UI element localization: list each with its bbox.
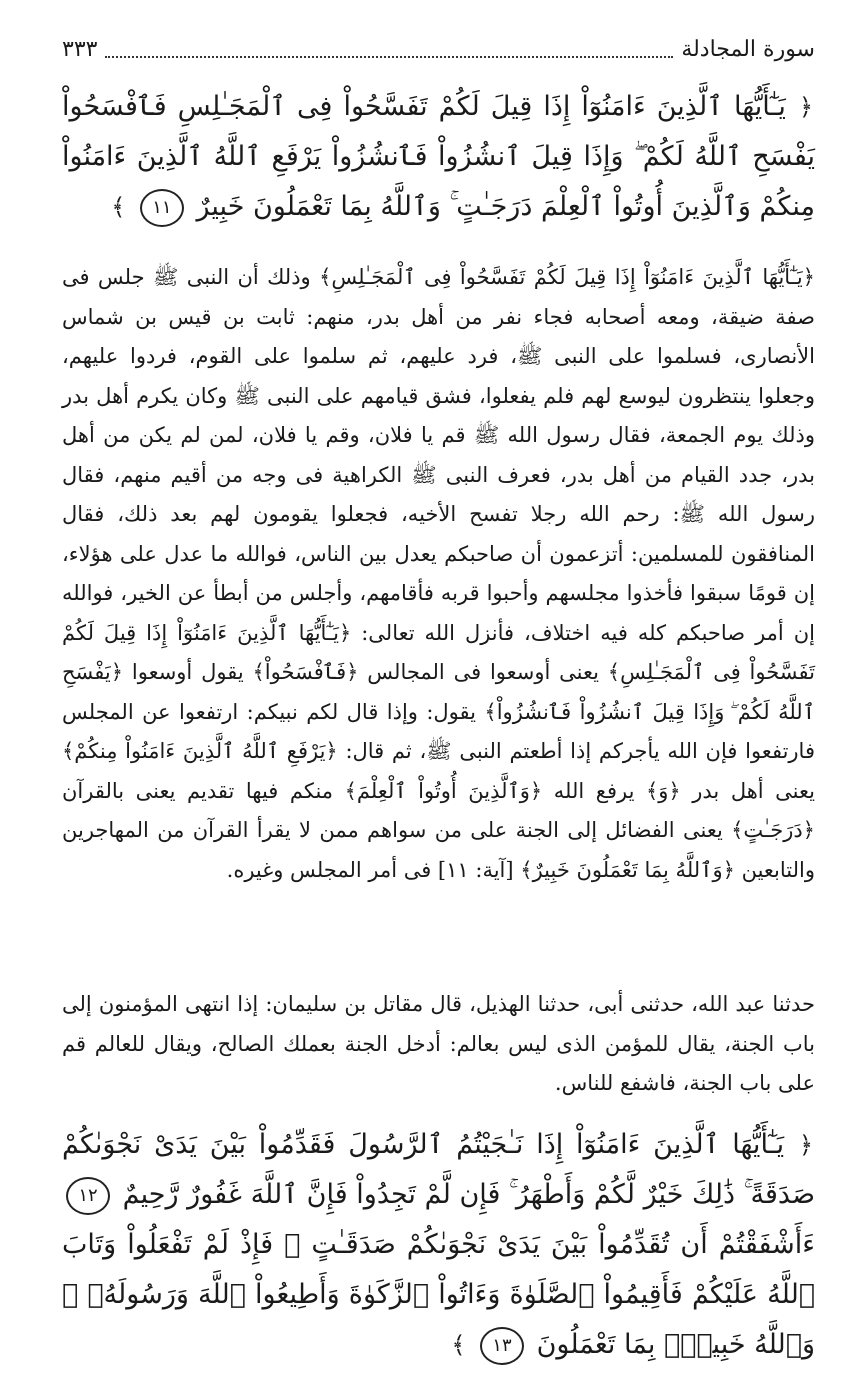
ayah-number-marker: ١١	[140, 189, 184, 227]
ayah-number-marker: ١٢	[66, 1177, 110, 1215]
tafsir-paragraph-2: حدثنا عبد الله، حدثنى أبى، حدثنا الهذيل، قال مقاتل بن سليمان: إذا انتهى المؤمنون إلى باب الجنة، يقال للمؤمن الذى ليس بعالم: أدخل الجنة بعملك الصالح، ويقال للعالم قم على باب الجنة، فاشفع للناس.	[62, 992, 815, 1095]
header-dotted-leader	[105, 56, 673, 58]
verse-open-bracket: ﴿	[798, 93, 813, 121]
verse-open-bracket: ﴿	[798, 1131, 814, 1159]
page-header	[62, 30, 815, 64]
quran-verse-12-13	[62, 1120, 815, 1370]
verse-close-bracket: ﴾	[451, 1331, 466, 1359]
ayah-number-marker: ١٣	[480, 1327, 524, 1365]
book-page	[62, 30, 815, 1360]
verse-12-text: يَـٰٓأَيُّهَا ٱلَّذِينَ ءَامَنُوٓاْ إِذَا نَـٰجَيْتُمُ ٱلرَّسُولَ فَقَدِّمُواْ بَيْنَ يَدَىْ نَجْوَىٰكُمْ صَدَقَةً ۚ ذَٰلِكَ خَيْرٌ لَّكُمْ وَأَطْهَرُ ۚ فَإِن لَّمْ تَجِدُواْ فَإِنَّ ٱللَّهَ غَفُورٌ رَّحِيمٌ	[62, 1129, 815, 1210]
verse-11-text: يَـٰٓأَيُّهَا ٱلَّذِينَ ءَامَنُوٓاْ إِذَا قِيلَ لَكُمْ تَفَسَّحُواْ فِى ٱلْمَجَـٰلِسِ فَٱفْسَحُواْ يَفْسَحِ ٱللَّهُ لَكُمْ ۖ وَإِذَا قِيلَ ٱنشُزُواْ فَٱنشُزُواْ يَرْفَعِ ٱللَّهُ ٱلَّذِينَ ءَامَنُواْ مِنكُمْ وَٱلَّذِينَ أُوتُواْ ٱلْعِلْمَ دَرَجَـٰتٍ ۚ وَٱللَّهُ بِمَا تَعْمَلُونَ خَبِيرٌ	[62, 91, 815, 222]
tafsir-paragraph-1: ﴿يَـٰٓأَيُّهَا ٱلَّذِينَ ءَامَنُوٓاْ إِذَا قِيلَ لَكُمْ تَفَسَّحُواْ فِى ٱلْمَجَـٰلِسِ﴾ وذلك أن النبى ﷺ جلس فى صفة ضيقة، ومعه أصحابه فجاء نفر من أهل بدر، منهم: ثابت بن قيس بن شماس الأنصارى، فسلموا على النبى ﷺ، فرد عليهم، ثم سلموا على القوم، فردوا عليهم، وجعلوا ينتظرون ليوسع لهم فلم يفعلوا، فشق قيامهم على النبى ﷺ وكان يكرم أهل بدر وذلك يوم الجمعة، فقال رسول الله ﷺ قم يا فلان، وقم يا فلان، لمن لم يكن من أهل بدر، جدد القيام من أهل بدر، فعرف النبى ﷺ الكراهية فى وجه من أقيم منهم، فقال رسول الله ﷺ: رحم الله رجلا تفسح الأخيه، فجعلوا يقومون لهم بعد ذلك، فقال المنافقون للمسلمين: أتزعمون أن صاحبكم يعدل بين الناس، فوالله ما عدل على هؤلاء، إن قومًا سبقوا فأخذوا مجلسهم وأحبوا قربه فأقامهم، وأجلس من أبطأ عن الخير، فوالله إن أمر صاحبكم كله فيه اختلاف، فأنزل الله تعالى: ﴿يَـٰٓأَيُّهَا ٱلَّذِينَ ءَامَنُوٓاْ إِذَا قِيلَ لَكُمْ تَفَسَّحُواْ فِى ٱلْمَجَـٰلِسِ﴾ يعنى أوسعوا فى المجالس ﴿فَٱفْسَحُواْ﴾ يقول أوسعوا ﴿يَفْسَحِ ٱللَّهُ لَكُمْ ۖ وَإِذَا قِيلَ ٱنشُزُواْ فَٱنشُزُواْ﴾ يقول: وإذا قال لكم نبيكم: ارتفعوا عن المجلس فارتفعوا فإن الله يأجركم إذا أطعتم النبى ﷺ، ثم قال: ﴿يَرْفَعِ ٱللَّهُ ٱلَّذِينَ ءَامَنُواْ مِنكُمْ﴾ يعنى أهل بدر ﴿وَ﴾ يرفع الله ﴿وَٱلَّذِينَ أُوتُواْ ٱلْعِلْمَ﴾ منكم فيها تقديم يعنى بالقرآن ﴿دَرَجَـٰتٍ﴾ يعنى الفضائل إلى الجنة على من سواهم ممن لا يقرأ القرآن من المهاجرين والتابعين ﴿وَٱللَّهُ بِمَا تَعْمَلُونَ خَبِيرٌ﴾ [آية: ١١] فى أمر المجلس وغيره.	[62, 265, 815, 882]
quran-verse-11	[62, 82, 815, 232]
page-number: ٣٣٣	[62, 37, 98, 62]
surah-title: سورة المجادلة	[681, 37, 815, 62]
verse-close-bracket: ﴾	[111, 193, 126, 221]
verse-13-text: ءَأَشْفَقْتُمْ أَن تُقَدِّمُواْ بَيْنَ يَدَىْ نَجْوَىٰكُمْ صَدَقَـٰتٍ ۚ فَإِذْ لَمْ تَفْعَلُواْ وَتَابَ ٱللَّهُ عَلَيْكُمْ فَأَقِيمُواْ ٱلصَّلَوٰةَ وَءَاتُواْ ٱلزَّكَوٰةَ وَأَطِيعُواْ ٱللَّهَ وَرَسُولَهُۥ ۚ وَٱللَّهُ خَبِيرٌۢ بِمَا تَعْمَلُونَ	[62, 1229, 815, 1360]
